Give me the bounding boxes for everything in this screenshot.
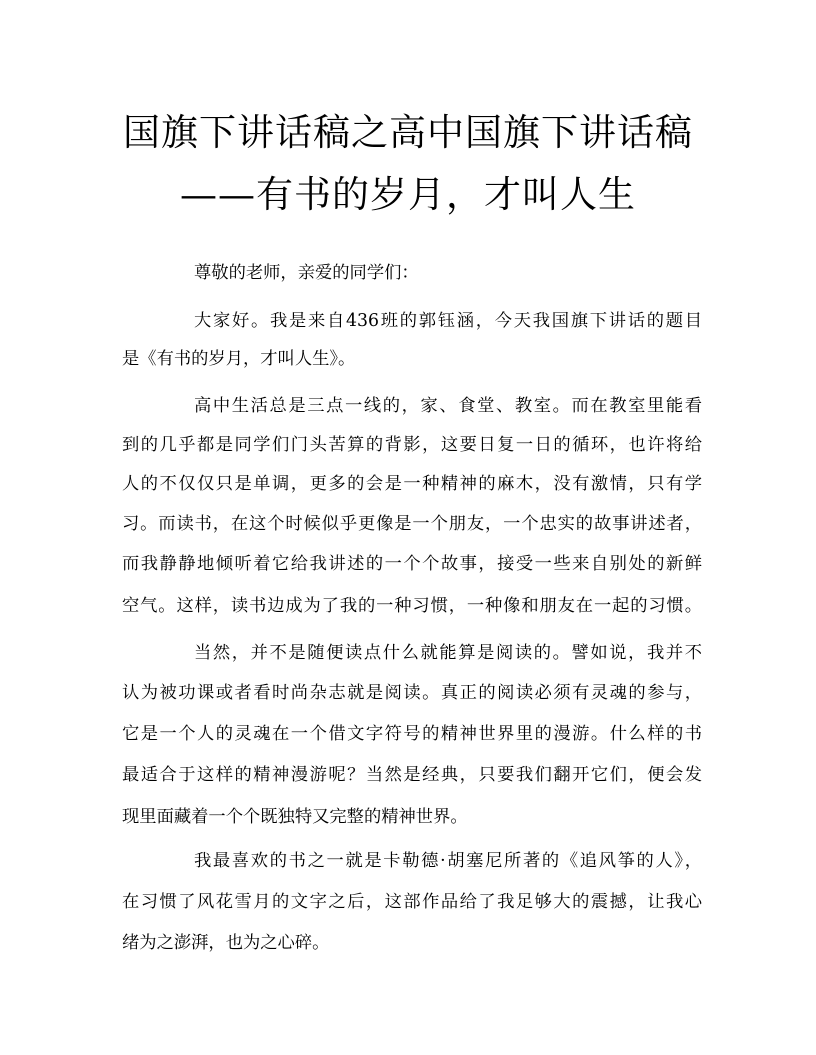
- paragraph-3-line: 当然，并不是随便读点什么就能算是阅读的。譬如说，我并不: [194, 643, 702, 663]
- greeting-line: 尊敬的老师，亲爱的同学们：: [194, 263, 419, 283]
- paragraph-2-line: 高中生活总是三点一线的，家、食堂、教室。而在教室里能看: [194, 396, 702, 416]
- paragraph-1-line: 大家好。我是来自436班的郭钰涵，今天我国旗下讲话的题目: [194, 311, 702, 331]
- paragraph-3-line: 它是一个人的灵魂在一个借文字符号的精神世界里的漫游。什么样的书: [122, 724, 702, 744]
- paragraph-2-line: 而我静静地倾听着它给我讲述的一个个故事，接受一些来自别处的新鲜: [122, 554, 702, 574]
- paragraph-3-line: 现里面藏着一个个既独特又完整的精神世界。: [122, 807, 468, 827]
- paragraph-2-line: 人的不仅仅只是单调，更多的会是一种精神的麻木，没有激情，只有学: [122, 474, 702, 494]
- paragraph-3-line: 最适合于这样的精神漫游呢？当然是经典，只要我们翻开它们，便会发: [122, 765, 702, 785]
- paragraph-3-line: 认为被功课或者看时尚杂志就是阅读。真正的阅读必须有灵魂的参与，: [122, 683, 702, 703]
- paragraph-2-line: 到的几乎都是同学们门头苦算的背影，这要日复一日的循环，也许将给: [122, 435, 702, 455]
- paragraph-1-line: 是《有书的岁月，才叫人生》。: [122, 349, 356, 369]
- paragraph-4-line: 在习惯了风花雪月的文字之后，这部作品给了我足够大的震撼，让我心: [122, 892, 702, 912]
- paragraph-4-line: 我最喜欢的书之一就是卡勒德·胡塞尼所著的《追风筝的人》，: [194, 851, 702, 871]
- paragraph-2-line: 空气。这样，读书边成为了我的一种习惯，一种像和朋友在一起的习惯。: [122, 596, 702, 616]
- document-title-line-2: ——有书的岁月，才叫人生: [180, 173, 636, 216]
- document-title-line-1: 国旗下讲话稿之高中国旗下讲话稿: [123, 111, 693, 154]
- paragraph-4-line: 绪为之澎湃，也为之心碎。: [122, 933, 330, 953]
- paragraph-2-line: 习。而读书，在这个时候似乎更像是一个朋友，一个忠实的故事讲述者，: [122, 514, 702, 534]
